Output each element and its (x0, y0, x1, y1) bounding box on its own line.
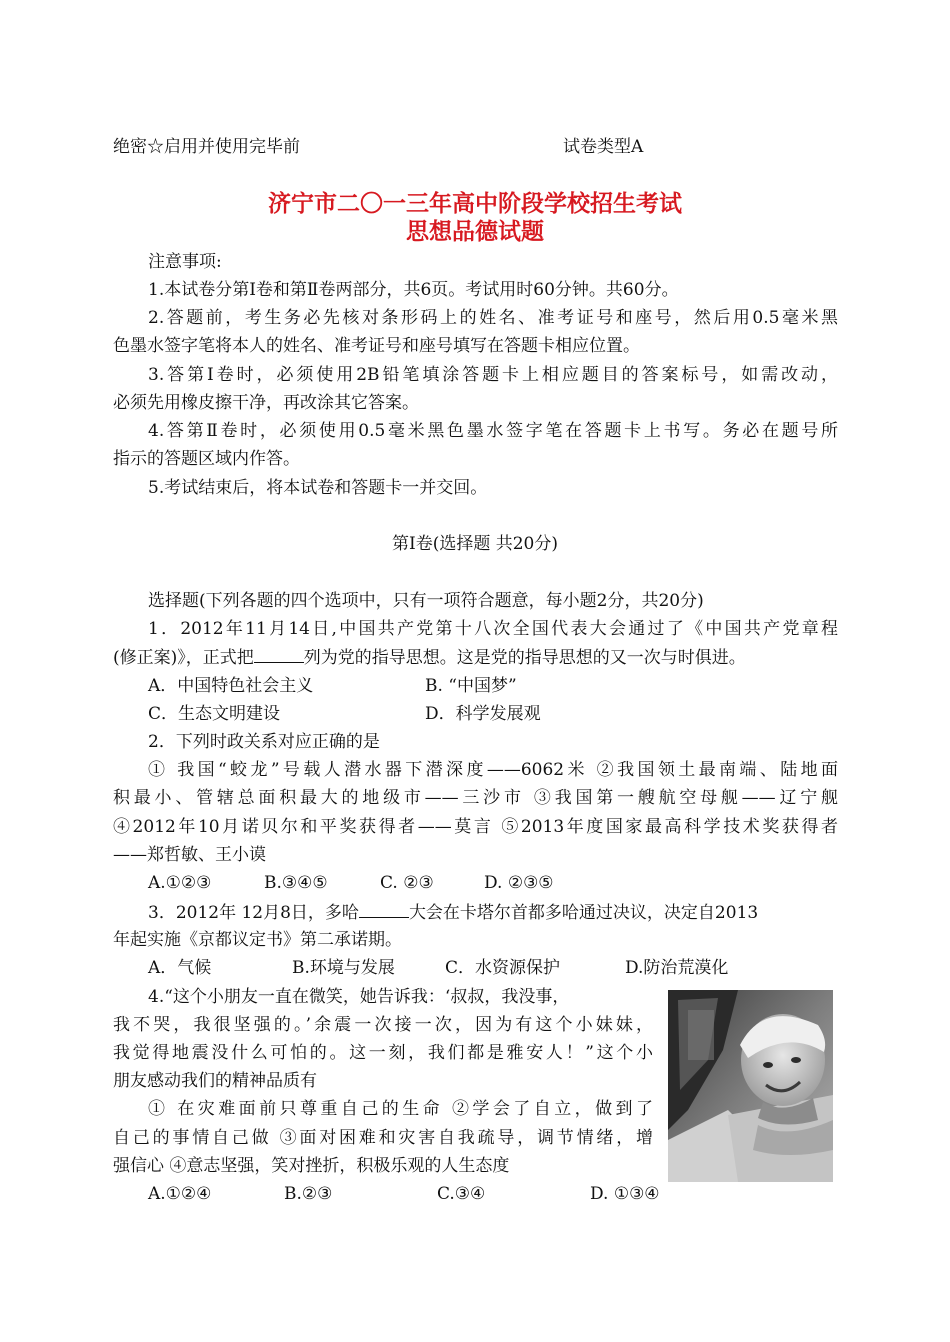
q4-option-c: C.③④ (437, 1184, 486, 1204)
q4-option-b: B.②③ (284, 1184, 333, 1204)
notice-item-3-line-2: 必须先用橡皮擦干净，再改涂其它答案。 (113, 393, 419, 413)
q3-stem-pre: 3．2012年 12月8日，多哈 (148, 903, 359, 923)
q2-option-a: A.①②③ (148, 873, 212, 893)
notice-item-2-line-2: 色墨水签字笔将本人的姓名、准考证号和座号填写在答题卡相应位置。 (113, 336, 640, 356)
q3-stem-line-2: 年起实施《京都议定书》第二承诺期。 (113, 930, 402, 950)
q2-option-b: B.③④⑤ (264, 873, 328, 893)
confidential-label: 绝密☆启用并使用完毕前 (113, 137, 300, 157)
notice-item-4-line-1: 4.答第Ⅱ卷时，必须使用0.5毫米黑色墨水签字笔在答题卡上书写。务必在题号所 (148, 421, 838, 441)
q4-option-a: A.①②④ (148, 1184, 212, 1204)
q1-stem-line-1: 1．2012年11月14日,中国共产党第十八次全国代表大会通过了《中国共产党章程 (148, 619, 838, 639)
q3-option-d: D.防治荒漠化 (625, 958, 729, 978)
q4-option-d: D. ①③④ (590, 1184, 660, 1204)
q4-stem-line-2: 我不哭，我很坚强的。’余震一次接一次，因为有这个小妹妹， (113, 1015, 653, 1035)
exam-subject-title: 思想品德试题 (406, 219, 544, 245)
q3-option-a: A．气候 (148, 958, 212, 978)
notice-item-1: 1.本试卷分第Ⅰ卷和第Ⅱ卷两部分，共6页。考试用时60分钟。共60分。 (148, 280, 679, 300)
q2-item-line-4: ——郑哲敏、王小谟 (113, 845, 266, 865)
child-photo-image (668, 990, 833, 1182)
q2-item-line-3: ④2012年10月诺贝尔和平奖获得者——莫言 ⑤2013年度国家最高科学技术奖获得者 (113, 817, 838, 837)
q1-option-b: B. “中国梦” (425, 676, 517, 696)
q2-stem: 2．下列时政关系对应正确的是 (148, 732, 380, 752)
q2-option-c: C. ②③ (380, 873, 434, 893)
q4-item-line-3: 强信心 ④意志坚强，笑对挫折，积极乐观的人生态度 (113, 1156, 510, 1176)
q3-stem-post: 大会在卡塔尔首都多哈通过决议，决定自2013 (408, 903, 759, 923)
notice-heading: 注意事项: (148, 252, 222, 272)
q1-stem-pre: (修正案)》，正式把 (113, 648, 254, 668)
q2-item-line-1: ① 我国“蛟龙”号载人潜水器下潜深度——6062米 ②我国领土最南端、陆地面 (148, 760, 838, 780)
q4-stem-line-3: 我觉得地震没什么可怕的。这一刻，我们都是雅安人！”这个小 (113, 1043, 653, 1063)
q1-option-a: A．中国特色社会主义 (148, 676, 314, 696)
notice-item-4-line-2: 指示的答题区域内作答。 (113, 449, 300, 469)
child-photo (668, 990, 833, 1182)
q4-item-line-1: ① 在灾难面前只尊重自己的生命 ②学会了自立，做到了 (148, 1099, 653, 1119)
q4-stem-line-1: 4.“这个小朋友一直在微笑，她告诉我：‘叔叔，我没事， (148, 987, 570, 1007)
q4-item-line-2: 自己的事情自己做 ③面对困难和灾害自我疏导，调节情绪，增 (113, 1128, 653, 1148)
notice-item-5: 5.考试结束后，将本试卷和答题卡一并交回。 (148, 478, 488, 498)
q1-option-d: D．科学发展观 (425, 704, 541, 724)
q3-option-c: C．水资源保护 (445, 958, 561, 978)
paper-type-label: 试卷类型A (563, 137, 644, 157)
q1-answer-blank (254, 646, 304, 663)
q3-answer-blank (359, 901, 409, 918)
q4-stem-line-4: 朋友感动我们的精神品质有 (113, 1071, 317, 1091)
q3-stem-line-1 (148, 901, 838, 924)
q1-stem-line-2 (113, 646, 838, 669)
section-title: 第Ⅰ卷(选择题 共20分) (391, 534, 558, 554)
q2-item-line-2: 积最小、管辖总面积最大的地级市——三沙市 ③我国第一艘航空母舰——辽宁舰 (113, 788, 838, 808)
exam-title: 济宁市二〇一三年高中阶段学校招生考试 (268, 191, 682, 217)
q3-option-b: B.环境与发展 (292, 958, 395, 978)
notice-item-3-line-1: 3.答第Ⅰ卷时，必须使用2B铅笔填涂答题卡上相应题目的答案标号，如需改动， (148, 365, 838, 385)
q1-option-c: C．生态文明建设 (148, 704, 281, 724)
q2-option-d: D. ②③⑤ (484, 873, 554, 893)
q1-stem-post: 列为党的指导思想。这是党的指导思想的又一次与时俱进。 (303, 648, 746, 668)
notice-item-2-line-1: 2.答题前，考生务必先核对条形码上的姓名、准考证号和座号，然后用0.5毫米黑 (148, 308, 838, 328)
choice-instruction: 选择题(下列各题的四个选项中，只有一项符合题意，每小题2分，共20分) (148, 591, 704, 611)
